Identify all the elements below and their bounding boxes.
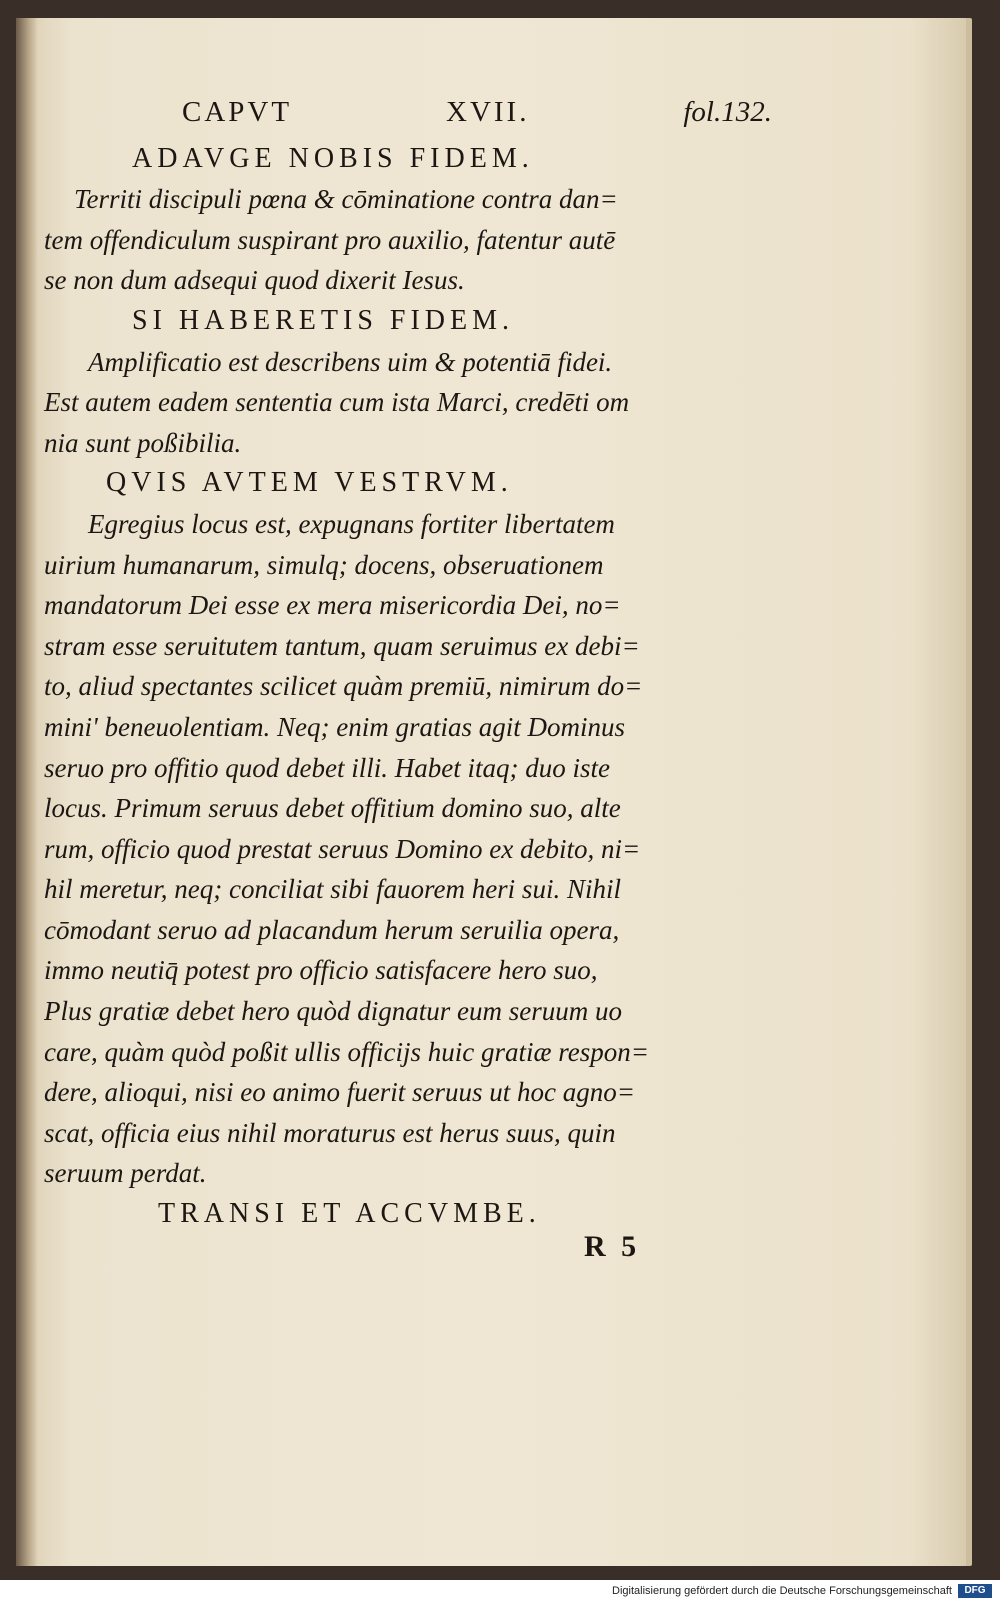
text-line: scat, officia eius nihil moraturus est herus suus, quin [44, 1117, 616, 1148]
text-line: cōmodant seruo ad placandum herum seruilia opera, [44, 914, 620, 945]
running-head-folio: fol.132. [683, 96, 772, 128]
text-line: seruo pro offitio quod debet illi. Habet itaq; duo iste [44, 752, 610, 783]
text-line: dere, alioqui, nisi eo animo fuerit seruus ut hoc agno= [44, 1077, 635, 1108]
text-line: Egregius locus est, expugnans fortiter libertatem [88, 508, 615, 539]
lemma-heading: ADAVGE NOBIS FIDEM. [132, 142, 534, 174]
text-line: care, quàm quòd poßit ullis officijs huic gratiæ respon= [44, 1036, 649, 1067]
text-line: seruum perdat. [44, 1158, 207, 1189]
text-line: uirium humanarum, simulq; docens, obseruationem [44, 549, 604, 580]
text-line: stram esse seruitutem tantum, quam seruimus ex debi= [44, 630, 640, 661]
running-head-chapter: XVII. [446, 96, 530, 128]
text-line: Plus gratiæ debet hero quòd dignatur eum seruum uo [44, 996, 622, 1027]
text-line: locus. Primum seruus debet offitium domino suo, alte [44, 793, 621, 824]
lemma-heading: TRANSI ET ACCVMBE. [158, 1198, 541, 1230]
text-line: mandatorum Dei esse ex mera misericordia Dei, no= [44, 590, 621, 621]
page-gutter [16, 18, 38, 1566]
text-line: Est autem eadem sententia cum ista Marci, credēti om [44, 387, 630, 418]
text-line: rum, officio quod prestat seruus Domino ex debito, ni= [44, 833, 641, 864]
text-line: immo neutiq̄ potest pro officio satisfacere hero suo, [44, 955, 598, 986]
text-line: Territi discipuli pœna & cōminatione contra dan= [74, 184, 618, 215]
running-head-caput: CAPVT [182, 96, 293, 128]
dfg-logo: DFG [958, 1584, 992, 1598]
text-line: tem offendiculum suspirant pro auxilio, fatentur autē [44, 224, 616, 255]
text-line: hil meretur, neq; conciliat sibi fauorem heri sui. Nihil [44, 874, 621, 905]
running-head [182, 92, 772, 133]
text-line: Amplificatio est describens uim & potentiā fidei. [88, 346, 613, 377]
page-text-block [44, 80, 772, 1235]
lemma-heading: SI HABERETIS FIDEM. [132, 304, 515, 336]
footer-credit: Digitalisierung gefördert durch die Deutsche Forschungsgemeinschaft [612, 1585, 952, 1597]
text-line: se non dum adsequi quod dixerit Iesus. [44, 265, 465, 296]
signature-mark: R 5 [584, 1230, 641, 1263]
text-line: mini' beneuolentiam. Neq; enim gratias agit Dominus [44, 711, 625, 742]
footer-bar [0, 1580, 1000, 1603]
text-line: to, aliud spectantes scilicet quàm premiū, nimirum do= [44, 671, 643, 702]
lemma-heading: QVIS AVTEM VESTRVM. [106, 467, 513, 499]
body-lines [44, 139, 724, 1235]
text-line: nia sunt poßibilia. [44, 427, 242, 458]
